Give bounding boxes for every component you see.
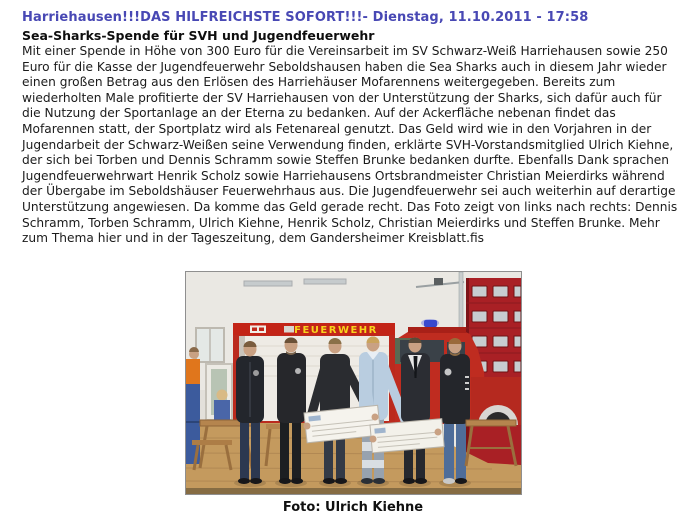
news-photo: [185, 271, 522, 515]
article-subheadline: Sea-Sharks-Spende für SVH und Jugendfeuerwehr: [22, 28, 375, 43]
article-container: [22, 10, 684, 515]
photo-frame: [185, 271, 522, 495]
window: [196, 328, 224, 362]
article-headline: Harriehausen!!!DAS HILFREICHSTE SOFORT!!!- Dienstag, 11.10.2011 - 17:58: [22, 10, 589, 25]
ceiling-light: [304, 279, 346, 284]
photo-caption: Foto: Ulrich Kiehne: [282, 499, 424, 515]
door-motor: [434, 278, 443, 285]
ceiling-light: [244, 281, 292, 286]
fire-station-photo-illustration: [186, 272, 521, 494]
feuerwehr-lettering: FEUERWEHR: [293, 324, 378, 336]
donation-check-2: [370, 418, 444, 452]
reflective-stripe: [362, 460, 384, 468]
article-body: Mit einer Spende in Höhe von 300 Euro für die Vereinsarbeit im SV Schwarz-Weiß Harriehausen sowie 250 Euro für die Kasse der Jugendfeuerwehr Seboldshausen haben die Sea Sharks auch in diesem Jahr wieder einen großen Betrag aus den Erlösen des Harriehäuser Mofarennens weitergegeben. Bereits zum wiederholten Male profitierte der SV Harriehausen von der Unterstützung der Sharks, sich dafür auch für die Nutzung der Sportanlage an der Eterna zu bedanken. Auf der Ackerfläche nebenan findet das Mofarennen statt, der Sportplatz wird als Fetenareal genutzt. Das Geld wird wie in den Vorjahren in der Jugendarbeit der Schwarz-Weißen seine Verwendung finden, erklärte SVH-Vorstandsmitglied Ulrich Kiehne, der sich bei Torben und Dennis Schramm sowie Steffen Brunke bedanken durfte. Ebenfalls Dank sprachen Jugendfeuerwehrwart Henrik Scholz sowie Harriehausens Ortsbrandmeister Christian Meierdirks während der Übergabe im Seboldshäuser Feuerwehrhaus aus. Die Jugendfeuerwehr sei auch weiterhin auf derartige Unterstützung angewiesen. Da komme das Geld gerade recht. Das Foto zeigt von links nach rechts: Dennis Schramm, Torben Schramm, Ulrich Kiehne, Henrik Scholz, Christian Meierdirks und Steffen Brunke. Mehr zum Thema hier und in der Tageszeitung, dem Gandersheimer Kreisblatt.fis: [22, 44, 678, 246]
